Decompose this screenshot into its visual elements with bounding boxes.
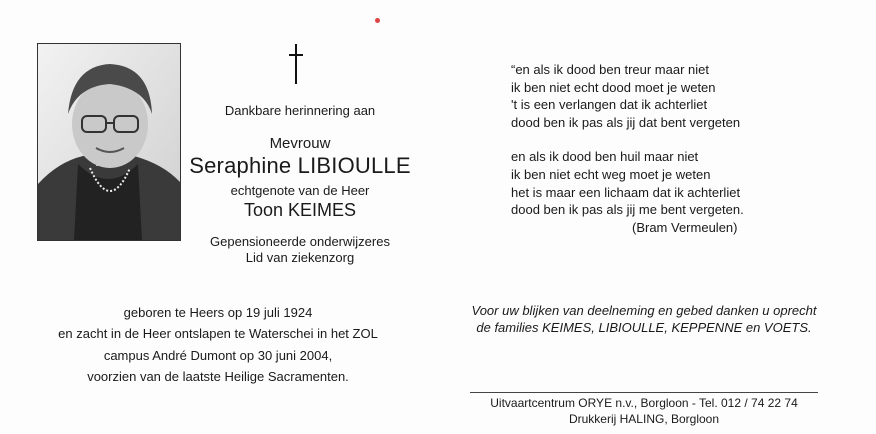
spouse-last-name: KEIMES: [288, 200, 357, 220]
poem-line: dood ben ik pas als jij dat bent vergeten: [511, 114, 741, 130]
footer-divider: [470, 392, 818, 393]
thanks-line: de families KEIMES, LIBIOULLE, KEPPENNE en VOETS.: [476, 320, 812, 335]
poem-line: ik ben niet echt weg moet je weten: [511, 166, 711, 182]
poem-line: ik ben niet echt dood moet je weten: [511, 79, 716, 95]
last-name: LIBIOULLE: [297, 153, 411, 178]
spouse-intro: echtgenote van de Heer: [230, 183, 370, 198]
cross-icon: [288, 44, 304, 84]
deceased-name: [180, 153, 420, 179]
intro-text: Dankbare herinnering aan: [224, 103, 376, 118]
first-name: Seraphine: [189, 153, 292, 178]
footer-line: Drukkerij HALING, Borgloon: [568, 412, 720, 426]
poem-line: dood ben ik pas als jij me bent vergeten.: [511, 202, 744, 218]
poem-line: het is maar een lichaam dat ik achterliet: [511, 184, 741, 200]
bio-line: geboren te Heers op 19 juli 1924: [123, 305, 313, 320]
red-dot-mark: [375, 18, 380, 23]
footer-line: Uitvaartcentrum ORYE n.v., Borgloon - Tel. 012 / 74 22 74: [490, 396, 798, 410]
poem: [511, 61, 744, 219]
membership: Lid van ziekenzorg: [245, 250, 355, 265]
spouse-name: [190, 200, 410, 221]
bio-line: campus André Dumont op 30 juni 2004,: [103, 348, 333, 363]
spouse-first-name: Toon: [243, 200, 283, 220]
poem-author: (Bram Vermeulen): [632, 220, 738, 235]
bio-line: voorzien van de laatste Heilige Sacramenten.: [87, 369, 349, 384]
portrait-illustration: [38, 44, 180, 240]
salutation: Mevrouw: [269, 135, 331, 152]
poem-line: en als ik dood ben huil maar niet: [511, 149, 699, 165]
stanza-gap: [511, 131, 744, 148]
occupation: Gepensioneerde onderwijzeres: [210, 234, 390, 249]
thanks-line: Voor uw blijken van deelneming en gebed danken u oprecht: [471, 303, 817, 318]
portrait-photo: [37, 43, 181, 241]
poem-line: 't is een verlangen dat ik achterliet: [511, 97, 708, 113]
poem-line: “en als ik dood ben treur maar niet: [511, 62, 709, 77]
bio-line: en zacht in de Heer ontslapen te Waterschei in het ZOL: [58, 326, 378, 341]
